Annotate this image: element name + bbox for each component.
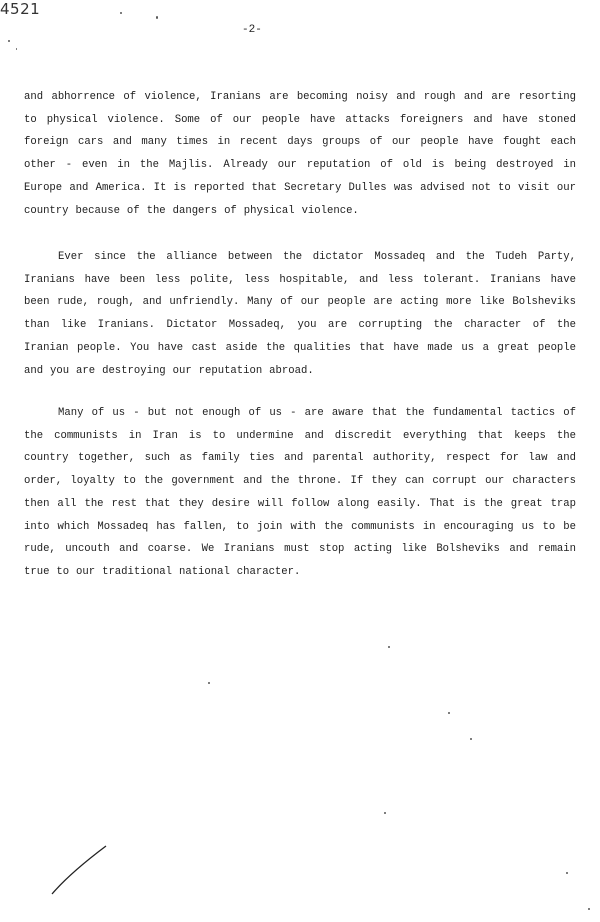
paragraph-2: Ever since the alliance between the dictator Mossadeq and the Tudeh Party, Iranians have been less polite, less hospitable, and less tolerant. Iranians have been rude, rough, and unfriendly. Many of our people are acting more like Bolsheviks than like Iranians. Dictator Mossadeq, you are corrupting the character of the Iranian people. You have cast aside the qualities that have made us a great people and you are destroying our reputation abroad.: [24, 251, 576, 377]
scan-speck: [156, 16, 158, 19]
page-number: -2-: [242, 24, 262, 36]
scan-speck: [566, 872, 568, 874]
paragraph-1: and abhorrence of violence, Iranians are becoming noisy and rough and are resorting to physical violence. Some of our people have attacks foreigners and have stoned foreign cars and many times in recent days groups of our people have fought each other - even in the Majlis. Already our reputation of old is being destroyed in Europe and America. It is reported that Secretary Dulles was advised not to visit our country because of the dangers of physical violence.: [24, 91, 576, 217]
scan-speck: [16, 48, 17, 50]
scan-speck: [384, 812, 386, 814]
scan-speck: [588, 908, 590, 910]
scan-speck: [388, 646, 390, 648]
scan-speck: [448, 712, 450, 714]
pen-stroke-mark: [48, 840, 118, 900]
scan-speck: [208, 682, 210, 684]
scan-speck: [8, 40, 10, 42]
scan-speck: [120, 12, 122, 14]
document-number: 4521: [0, 0, 41, 18]
paragraph-3: Many of us - but not enough of us - are aware that the fundamental tactics of the communists in Iran is to undermine and discredit everything that keeps the country together, such as family ties and parental authority, respect for law and order, loyalty to the government and the throne. If they can corrupt our characters then all the rest that they desire will follow along easily. That is the great trap into which Mossadeq has fallen, to join with the communists in encouraging us to be rude, uncouth and coarse. We Iranians must stop acting like Bolsheviks and remain true to our traditional national character.: [24, 407, 576, 578]
scan-speck: [470, 738, 472, 740]
